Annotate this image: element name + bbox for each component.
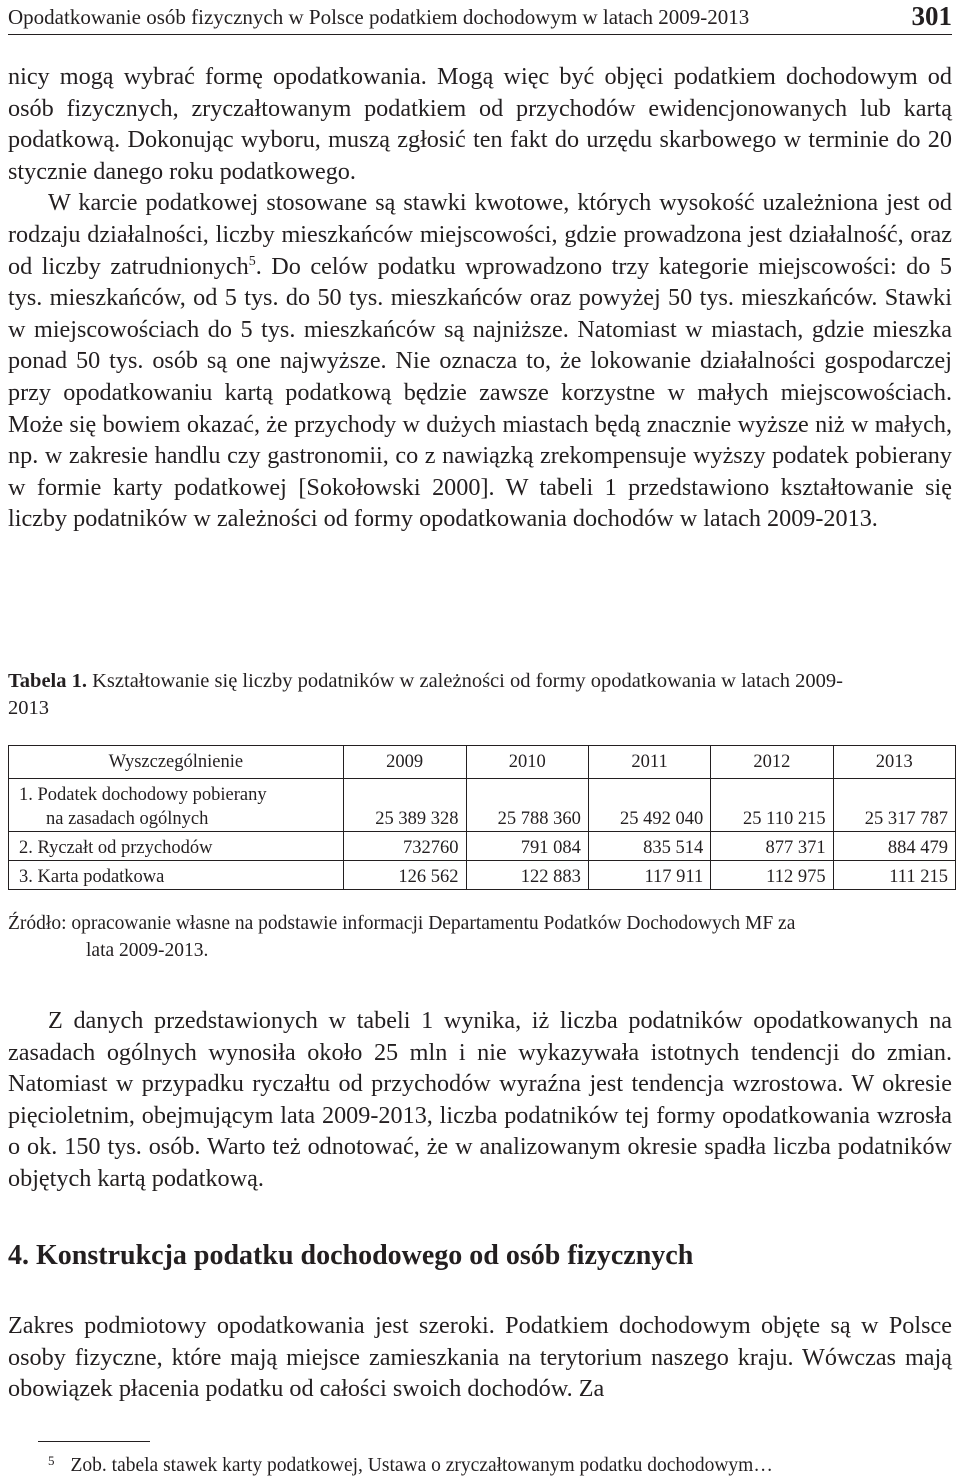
header-cell: 2010 bbox=[466, 746, 588, 779]
footnote-mark: 5 bbox=[48, 1453, 55, 1468]
row-label-line: 1. Podatek dochodowy pobierany bbox=[19, 785, 267, 805]
table-cell: 25 110 215 bbox=[711, 779, 833, 832]
table-row bbox=[9, 779, 956, 832]
footnote-reference[interactable]: 5 bbox=[248, 253, 256, 269]
header-cell: Wyszczególnienie bbox=[9, 746, 344, 779]
table-row bbox=[9, 861, 956, 890]
header-cell: 2011 bbox=[588, 746, 710, 779]
section-heading: 4. Konstrukcja podatku dochodowego od osób fizycznych bbox=[8, 1240, 694, 1271]
table-cell: 877 371 bbox=[711, 832, 833, 861]
paragraph-text: W karcie podatkowej stosowane są stawki kwotowe, których wysokość uzależniona jest od rodzaju działalności, liczby mieszkańców miejscowości, gdzie prowadzona jest działalność, oraz od liczby zatrudnionych bbox=[8, 189, 952, 280]
paragraph-karta bbox=[8, 187, 952, 535]
footnote-rule bbox=[38, 1441, 150, 1442]
footnote bbox=[48, 1448, 948, 1479]
paragraph: nicy mogą wybrać formę opodatkowania. Mogą więc być objęci podatkiem dochodowym od osób fizycznych, zryczałtowanym podatkiem od przychodów ewidencjonowanych lub kartą podatkową. Dokonując wyboru, muszą zgłosić ten fakt do urzędu skarbowego w terminie do 20 stycznie danego roku podatkowego. bbox=[8, 63, 952, 185]
row-label bbox=[9, 779, 344, 832]
table-source-note bbox=[8, 910, 958, 964]
header-cell: 2012 bbox=[711, 746, 833, 779]
table-cell: 835 514 bbox=[588, 832, 710, 861]
header-rule bbox=[8, 34, 952, 35]
row-label: 2. Ryczałt od przychodów bbox=[9, 832, 344, 861]
table-cell: 111 215 bbox=[833, 861, 955, 890]
source-line: Źródło: opracowanie własne na podstawie informacji Departamentu Podatków Dochodowych MF za bbox=[8, 913, 796, 934]
analysis-text bbox=[8, 1005, 952, 1195]
header-cell: 2009 bbox=[343, 746, 466, 779]
taxpayers-table bbox=[8, 745, 956, 890]
table-cell: 25 389 328 bbox=[343, 779, 466, 832]
table-cell: 884 479 bbox=[833, 832, 955, 861]
row-label: 3. Karta podatkowa bbox=[9, 861, 344, 890]
table-header-row bbox=[9, 746, 956, 779]
paragraph: Z danych przedstawionych w tabeli 1 wynika, iż liczba podatników opodatkowanych na zasadach ogólnych wynosiła około 25 mln i nie wykazywała istotnych tendencji do zmian. Natomiast w przypadku ryczałtu od przychodów wyraźna jest tendencja wzrostowa. W okresie pięcioletnim, obejmującym lata 2009-2013, liczba podatników tej formy opodatkowania wzrosła o ok. 150 tys. osób. Warto też odnotować, że w analizowanym okresie spadła liczba podatników objętych kartą podatkową. bbox=[8, 1007, 952, 1192]
table-row bbox=[9, 832, 956, 861]
table-cell: 117 911 bbox=[588, 861, 710, 890]
table-caption bbox=[8, 668, 878, 722]
table-cell: 732760 bbox=[343, 832, 466, 861]
source-line: lata 2009-2013. bbox=[86, 940, 209, 961]
section-text bbox=[8, 1310, 952, 1405]
row-label-line: na zasadach ogólnych bbox=[46, 809, 209, 829]
table-cell: 126 562 bbox=[343, 861, 466, 890]
table-cell: 25 492 040 bbox=[588, 779, 710, 832]
intro-text bbox=[8, 61, 952, 535]
table-cell: 112 975 bbox=[711, 861, 833, 890]
table-caption-text: Kształtowanie się liczby podatników w zależności od formy opodatkowania w latach 2009-2013 bbox=[8, 670, 843, 719]
table-cell: 791 084 bbox=[466, 832, 588, 861]
table-cell: 25 317 787 bbox=[833, 779, 955, 832]
table-cell: 25 788 360 bbox=[466, 779, 588, 832]
paragraph: Zakres podmiotowy opodatkowania jest szeroki. Podatkiem dochodowym objęte są w Polsce osoby fizyczne, które mają miejsce zamieszkania na terytorium naszego kraju. Wówczas mają obowiązek płacenia podatku od całości swoich dochodów. Za bbox=[8, 1312, 952, 1403]
running-title: Opodatkowanie osób fizycznych w Polsce podatkiem dochodowym w latach 2009-2013 bbox=[8, 5, 750, 29]
header-cell: 2013 bbox=[833, 746, 955, 779]
table-caption-label: Tabela 1. bbox=[8, 670, 87, 692]
footnote-text: Zob. tabela stawek karty podatkowej, Ustawa o zryczałtowanym podatku dochodowym… bbox=[70, 1455, 773, 1476]
running-header bbox=[8, 3, 952, 33]
paragraph-text: . Do celów podatku wprowadzono trzy kategorie miejscowości: do 5 tys. mieszkańców, od 5 tys. do 50 tys. mieszkańców oraz powyżej 50 tys. mieszkańców. Stawki w miejscowościach do 5 tys. mieszkańców są najniższe. Natomiast w miastach, gdzie mieszka ponad 50 tys. osób są one najwyższe. Nie oznacza to, że lokowanie działalności gospodarczej przy opodatkowaniu kartą podatkową będzie zawsze korzystne w małych miejscowościach. Może się bowiem okazać, że przychody w dużych miastach będą znacznie wyższe niż w małych, np. w zakresie handlu czy gastronomii, co z nawiązką zrekompensuje wyższy podatek pobierany w formie karty podatkowej [Sokołowski 2000]. W tabeli 1 przedstawiono kształtowanie się liczby podatników w zależności od formy opodatkowania dochodów w latach 2009-2013. bbox=[8, 252, 952, 533]
page-number: 301 bbox=[911, 1, 952, 31]
table-cell: 122 883 bbox=[466, 861, 588, 890]
